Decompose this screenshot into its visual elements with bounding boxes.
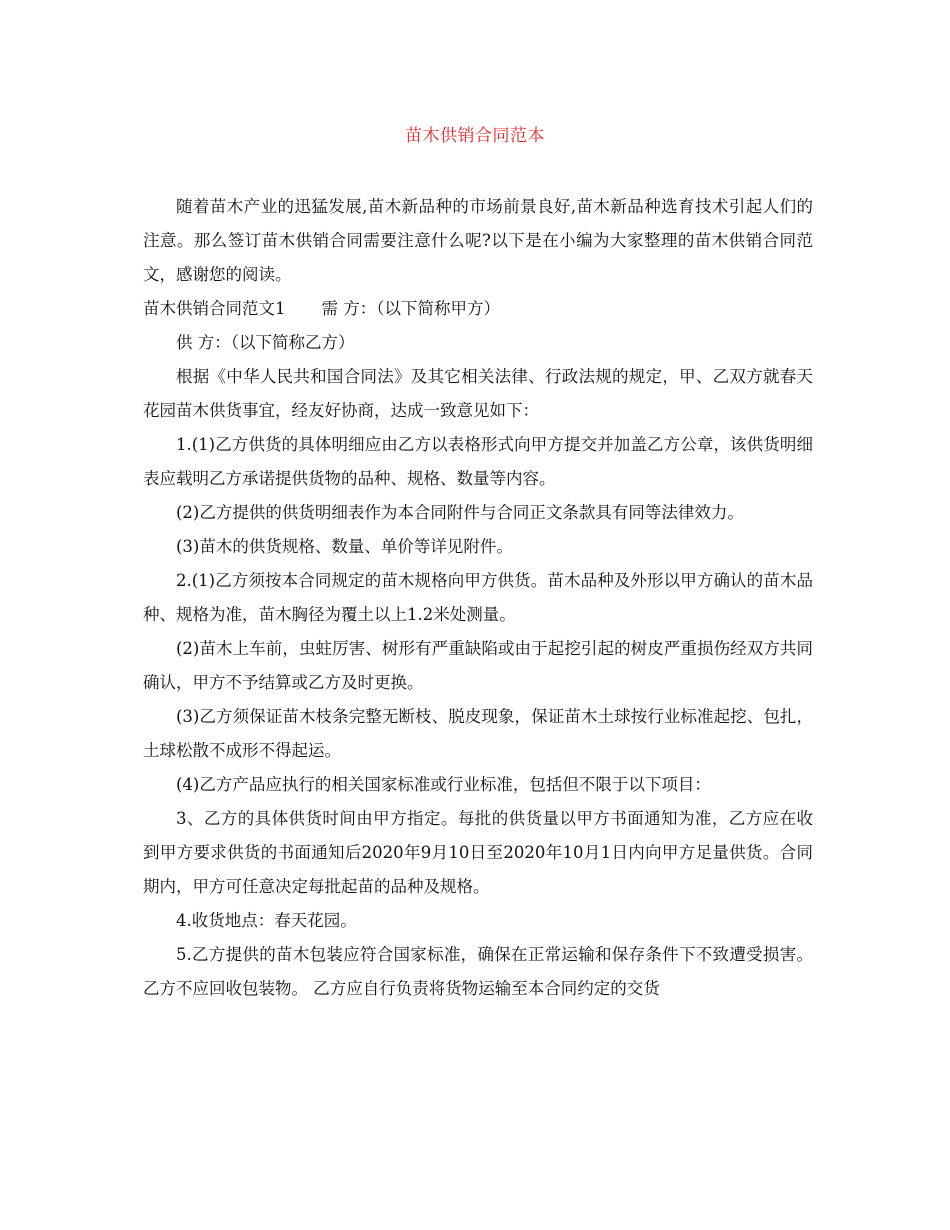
- sample-heading-line: [143, 292, 813, 326]
- document-title: 苗木供销合同范本: [405, 126, 545, 146]
- paragraph: 1.(1)乙方供货的具体明细应由乙方以表格形式向甲方提交并加盖乙方公章，该供货明细表应载明乙方承诺提供货物的品种、规格、数量等内容。: [143, 435, 813, 488]
- sample-heading: 苗木供销合同范文1: [143, 299, 286, 318]
- paragraph: (3)苗木的供货规格、数量、单价等详见附件。: [176, 537, 513, 556]
- supply-party: 供 方：（以下简称乙方）: [176, 333, 355, 352]
- paragraph: (3)乙方须保证苗木枝条完整无断枝、脱皮现象，保证苗木土球按行业标准起挖、包扎，土球松散不成形不得起运。: [143, 707, 813, 760]
- paragraph: (4)乙方产品应执行的相关国家标准或行业标准，包括但不限于以下项目：: [176, 775, 711, 794]
- paragraph: 3、乙方的具体供货时间由甲方指定。每批的供货量以甲方书面通知为准，乙方应在收到甲方要求供货的书面通知后2020年9月10日至2020年10月1日内向甲方足量供货。合同期内，甲方可任意决定每批起苗的品种及规格。: [143, 809, 813, 896]
- paragraph: 5.乙方提供的苗木包装应符合国家标准，确保在正常运输和保存条件下不致遭受损害。乙方不应回收包装物。 乙方应自行负责将货物运输至本合同约定的交货: [143, 945, 813, 998]
- paragraph: (2)苗木上车前，虫蛀厉害、树形有严重缺陷或由于起挖引起的树皮严重损伤经双方共同确认，甲方不予结算或乙方及时更换。: [143, 639, 813, 692]
- demand-party: 需 方：（以下简称甲方）: [321, 299, 500, 318]
- document-body: [143, 190, 813, 1006]
- paragraph: 根据《中华人民共和国合同法》及其它相关法律、行政法规的规定，甲、乙双方就春天花园苗木供货事宜，经友好协商，达成一致意见如下：: [143, 367, 813, 420]
- intro-paragraph: 随着苗木产业的迅猛发展,苗木新品种的市场前景良好,苗木新品种选育技术引起人们的注意。那么签订苗木供销合同需要注意什么呢?以下是在小编为大家整理的苗木供销合同范文，感谢您的阅读。: [143, 197, 813, 284]
- paragraph: (2)乙方提供的供货明细表作为本合同附件与合同正文条款具有同等法律效力。: [176, 503, 744, 522]
- paragraph: 4.收货地点：春天花园。: [176, 911, 357, 930]
- paragraph: 2.(1)乙方须按本合同规定的苗木规格向甲方供货。苗木品种及外形以甲方确认的苗木品种、规格为准，苗木胸径为覆土以上1.2米处测量。: [143, 571, 813, 624]
